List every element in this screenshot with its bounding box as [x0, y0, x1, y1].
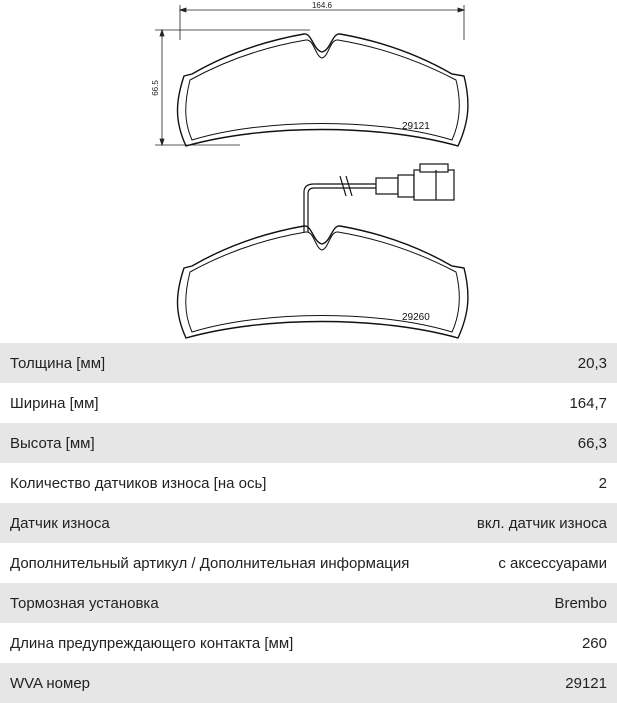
width-dimension-label: 164.6: [311, 1, 333, 10]
spec-label: Высота [мм]: [10, 434, 95, 452]
spec-value: 164,7: [569, 394, 607, 412]
spec-row-additional-info: [0, 543, 617, 583]
spec-label: Толщина [мм]: [10, 354, 106, 372]
spec-label: Тормозная установка: [10, 594, 159, 612]
spec-label: Датчик износа: [10, 514, 110, 532]
spec-label: Ширина [мм]: [10, 394, 99, 412]
spec-row-wear-sensor: [0, 503, 617, 543]
spec-table: [0, 343, 617, 703]
spec-value: 2: [598, 474, 607, 492]
spec-value: с аксессуарами: [498, 554, 607, 572]
brake-pad-drawing: [0, 0, 617, 343]
spec-label: Количество датчиков износа [на ось]: [10, 474, 267, 492]
spec-value: 260: [581, 634, 607, 652]
spec-row-brake-system: [0, 583, 617, 623]
width-dimension: [180, 5, 464, 40]
spec-row-wva-number: [0, 663, 617, 703]
wear-sensor: [304, 164, 454, 232]
spec-label: WVA номер: [10, 674, 91, 692]
spec-label: Длина предупреждающего контакта [мм]: [10, 634, 294, 652]
spec-value: 29121: [565, 674, 607, 692]
pad-code-top: 29121: [402, 121, 430, 132]
height-dimension-label: 66.5: [151, 80, 160, 96]
spec-label: Дополнительный артикул / Дополнительная информация: [10, 554, 410, 572]
spec-row-width: [0, 383, 617, 423]
spec-value: 66,3: [577, 434, 607, 452]
pad-code-bottom: 29260: [402, 312, 430, 323]
spec-value: Brembo: [554, 594, 607, 612]
spec-row-thickness: [0, 343, 617, 383]
spec-value: вкл. датчик износа: [476, 514, 607, 532]
spec-row-contact-length: [0, 623, 617, 663]
spec-row-height: [0, 423, 617, 463]
spec-value: 20,3: [577, 354, 607, 372]
height-dimension: [155, 30, 310, 145]
spec-row-sensor-count: [0, 463, 617, 503]
